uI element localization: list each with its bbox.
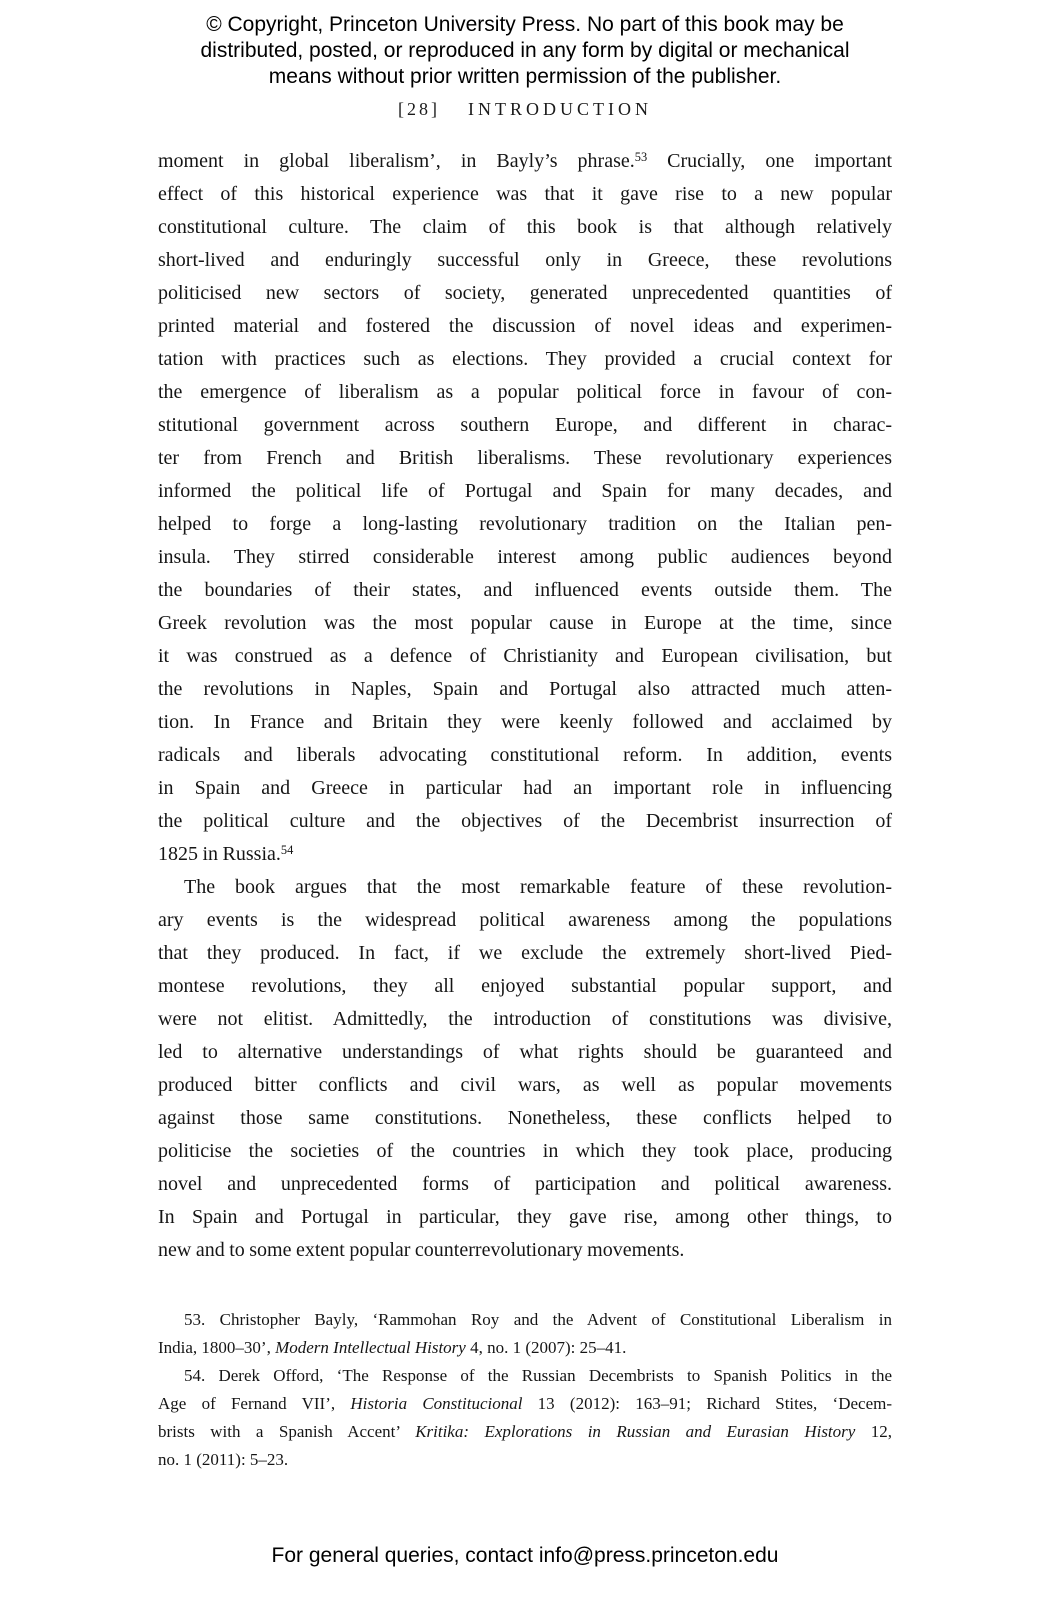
text-run: led to alternative understandings of what rights should be guaranteed and <box>158 1041 892 1063</box>
italic-text: Kritika: Explorations in Russian and Eurasian History <box>415 1422 856 1441</box>
body-text-line <box>158 772 892 805</box>
text-run: ter from French and British liberalisms. These revolutionary experiences <box>158 447 892 469</box>
text-run: montese revolutions, they all enjoyed substantial popular support, and <box>158 975 892 997</box>
text-run: it was construed as a defence of Christianity and European civilisation, but <box>158 645 892 667</box>
body-text-line <box>158 145 892 178</box>
text-run: new and to some extent popular counterrevolutionary movements. <box>158 1239 685 1261</box>
text-run: politicised new sectors of society, generated unprecedented quantities of <box>158 282 892 304</box>
page-number: [28] <box>398 99 440 119</box>
text-run: tion. In France and Britain they were keenly followed and acclaimed by <box>158 711 892 733</box>
text-run: helped to forge a long-lasting revolutionary tradition on the Italian pen- <box>158 513 892 535</box>
body-text-line <box>158 310 892 343</box>
text-run: insula. They stirred considerable interest among public audiences beyond <box>158 546 892 568</box>
body-text-line <box>158 442 892 475</box>
body-text-line <box>158 244 892 277</box>
text-run: 13 (2012): 163–91; Richard Stites, ‘Decem- <box>522 1394 892 1413</box>
section-title: INTRODUCTION <box>468 99 652 119</box>
text-run: the political culture and the objectives of the Decembrist insurrection of <box>158 810 892 832</box>
text-run: tation with practices such as elections. They provided a crucial context for <box>158 348 892 370</box>
body-text-line <box>158 1102 892 1135</box>
body-text-line <box>158 871 892 904</box>
body-text-line <box>158 607 892 640</box>
footnotes <box>158 1306 892 1474</box>
body-text-line <box>158 475 892 508</box>
queries-footer: For general queries, contact info@press.princeton.edu <box>271 1544 779 1567</box>
body-text-line <box>158 673 892 706</box>
footnote-line <box>158 1362 892 1390</box>
body-text-line <box>158 1168 892 1201</box>
text-run: novel and unprecedented forms of participation and political awareness. <box>158 1173 892 1195</box>
footnote-line <box>158 1418 892 1446</box>
body-text-line <box>158 211 892 244</box>
text-run: effect of this historical experience was that it gave rise to a new popular <box>158 183 892 205</box>
body-text-line <box>158 937 892 970</box>
text-run: printed material and fostered the discussion of novel ideas and experimen- <box>158 315 892 337</box>
body-text-line <box>158 178 892 211</box>
body-text-line <box>158 805 892 838</box>
body-text-line <box>158 706 892 739</box>
body-text-line <box>158 1003 892 1036</box>
footnote-marker: 54 <box>280 843 294 858</box>
text-run: stitutional government across southern Europe, and different in charac- <box>158 414 892 436</box>
text-run: moment in global liberalism’, in Bayly’s phrase. <box>158 150 635 172</box>
copyright-notice <box>0 12 1050 90</box>
body-text-line <box>158 1069 892 1102</box>
body-text-line <box>158 970 892 1003</box>
text-run: In Spain and Portugal in particular, they gave rise, among other things, to <box>158 1206 892 1228</box>
text-run: against those same constitutions. Nonetheless, these conflicts helped to <box>158 1107 892 1129</box>
text-run: that they produced. In fact, if we exclude the extremely short-lived Pied- <box>158 942 892 964</box>
text-run: no. 1 (2011): 5–23. <box>158 1450 289 1469</box>
body-text-line <box>158 739 892 772</box>
text-run: 1825 in Russia. <box>158 843 281 865</box>
text-run: Greek revolution was the most popular cause in Europe at the time, since <box>158 612 892 634</box>
body-text-line <box>158 574 892 607</box>
text-run: 12, <box>855 1422 893 1441</box>
body-text-line <box>158 640 892 673</box>
italic-text: Modern Intellectual History <box>275 1338 466 1357</box>
text-run: were not elitist. Admittedly, the introduction of constitutions was divisive, <box>158 1008 892 1030</box>
body-text-line <box>158 376 892 409</box>
text-run: 53. Christopher Bayly, ‘Rammohan Roy and the Advent of Constitutional Liberalism in <box>184 1310 892 1329</box>
copyright-line: © Copyright, Princeton University Press. No part of this book may be <box>206 13 844 36</box>
body-text <box>158 145 892 1267</box>
text-run: Crucially, one important <box>647 150 893 172</box>
body-text-line <box>158 1036 892 1069</box>
text-run: brists with a Spanish Accent’ <box>158 1422 416 1441</box>
body-text-line <box>158 1234 892 1267</box>
text-run: ary events is the widespread political awareness among the populations <box>158 909 892 931</box>
text-run: 4, no. 1 (2007): 25–41. <box>465 1338 627 1357</box>
text-run: informed the political life of Portugal and Spain for many decades, and <box>158 480 892 502</box>
body-text-line <box>158 409 892 442</box>
body-text-line <box>158 1135 892 1168</box>
body-text-line <box>158 838 892 871</box>
text-run: politicise the societies of the countries in which they took place, producing <box>158 1140 892 1162</box>
text-run: radicals and liberals advocating constitutional reform. In addition, events <box>158 744 892 766</box>
text-run: in Spain and Greece in particular had an important role in influencing <box>158 777 892 799</box>
copyright-line: means without prior written permission of the publisher. <box>268 65 782 88</box>
text-run: The book argues that the most remarkable feature of these revolution- <box>184 876 892 898</box>
text-run: Age of Fernand VII’, <box>158 1394 351 1413</box>
text-run: produced bitter conflicts and civil wars, as well as popular movements <box>158 1074 892 1096</box>
text-run: constitutional culture. The claim of this book is that although relatively <box>158 216 892 238</box>
body-text-line <box>158 343 892 376</box>
footnote-line <box>158 1446 892 1474</box>
italic-text: Historia Constitucional <box>350 1394 523 1413</box>
text-run: the emergence of liberalism as a popular political force in favour of con- <box>158 381 892 403</box>
footnote-marker: 53 <box>634 150 648 165</box>
text-run: 54. Derek Offord, ‘The Response of the Russian Decembrists to Spanish Politics in the <box>184 1366 892 1385</box>
body-text-line <box>158 904 892 937</box>
copyright-line: distributed, posted, or reproduced in any form by digital or mechanical <box>200 39 850 62</box>
body-text-line <box>158 1201 892 1234</box>
text-run: short-lived and enduringly successful only in Greece, these revolutions <box>158 249 892 271</box>
footnote-line <box>158 1390 892 1418</box>
running-head <box>0 99 1050 120</box>
body-text-line <box>158 508 892 541</box>
footnote-line <box>158 1306 892 1334</box>
text-run: India, 1800–30’, <box>158 1338 276 1357</box>
text-run: the boundaries of their states, and influenced events outside them. The <box>158 579 892 601</box>
body-text-line <box>158 277 892 310</box>
footnote-line <box>158 1334 892 1362</box>
body-text-line <box>158 541 892 574</box>
text-run: the revolutions in Naples, Spain and Portugal also attracted much atten- <box>158 678 892 700</box>
